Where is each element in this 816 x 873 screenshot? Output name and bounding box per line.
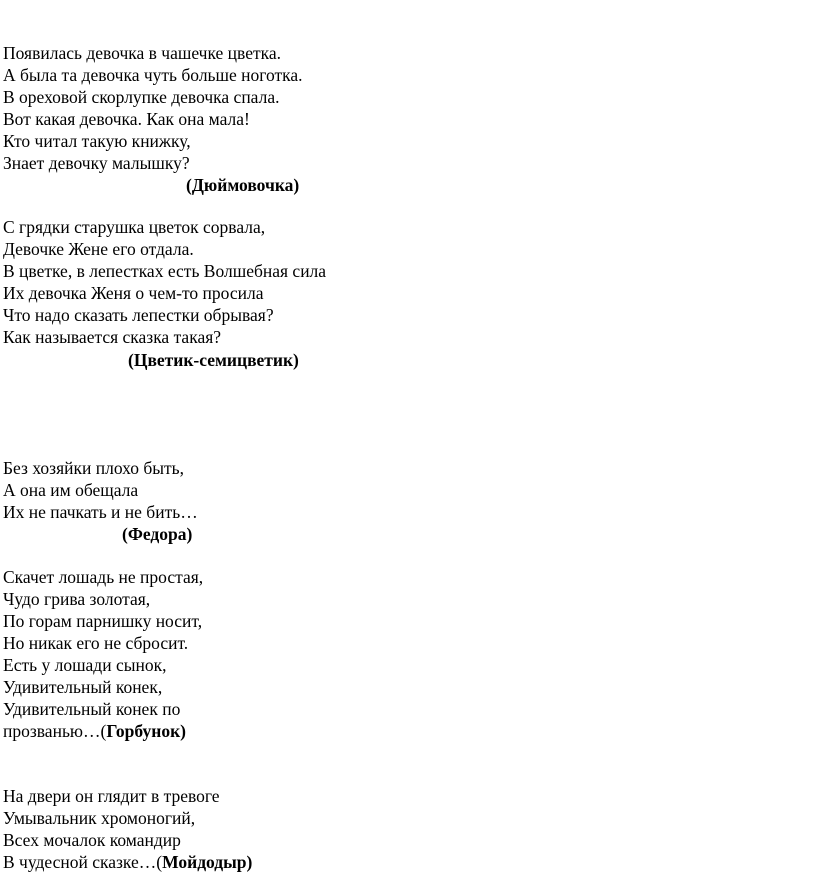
riddle-4-line-2: Чудо грива золотая, [3,589,151,609]
riddle-2-line-5: Что надо сказать лепестки обрывая? [3,305,274,325]
riddle-4-line-7: Удивительный конек по [3,699,181,719]
riddle-1-line-2: А была та девочка чуть больше ноготка. [3,65,303,85]
riddle-4-line-1: Скачет лошадь не простая, [3,567,204,587]
riddle-4-last-line [3,720,186,742]
riddle-5-answer: Мойдодыр) [162,852,253,872]
riddle-1-line-6: Знает девочку малышку? [3,153,190,173]
riddle-2-line-3: В цветке, в лепестках есть Волшебная сила [3,261,327,281]
riddle-1-line-5: Кто читал такую книжку, [3,131,191,151]
riddle-3-line-1: Без хозяйки плохо быть, [3,458,185,478]
riddle-4-last-line-text: прозванью…( [3,721,107,741]
riddle-5-line-3: Всех мочалок командир [3,830,181,850]
riddle-2-line-1: С грядки старушка цветок сорвала, [3,217,266,237]
riddle-1-answer: (Дюймовочка) [186,175,300,195]
riddle-5-last-line-text: В чудесной сказке…( [3,852,163,872]
riddle-2-line-4: Их девочка Женя о чем-то просила [3,283,264,303]
riddle-5-line-2: Умывальник хромоногий, [3,808,196,828]
riddle-5-last-line [3,851,252,873]
riddle-4-line-3: По горам парнишку носит, [3,611,203,631]
riddle-3-answer: (Федора) [122,524,193,544]
riddle-2-answer: (Цветик-семицветик) [128,350,299,370]
riddle-2-line-2: Девочке Жене его отдала. [3,239,194,259]
riddle-3-line-3: Их не пачкать и не бить… [3,502,198,522]
riddle-2-line-6: Как называется сказка такая? [3,327,222,347]
riddle-4-line-6: Удивительный конек, [3,677,163,697]
riddle-1-line-4: Вот какая девочка. Как она мала! [3,109,250,129]
riddle-4-line-4: Но никак его не сбросит. [3,633,189,653]
riddle-3-line-2: А она им обещала [3,480,139,500]
riddle-4-line-5: Есть у лошади сынок, [3,655,167,675]
riddle-4-answer: Горбунок) [106,721,186,741]
riddle-1-line-3: В ореховой скорлупке девочка спала. [3,87,280,107]
riddle-5-line-1: На двери он глядит в тревоге [3,786,220,806]
riddle-1-line-1: Появилась девочка в чашечке цветка. [3,43,281,63]
